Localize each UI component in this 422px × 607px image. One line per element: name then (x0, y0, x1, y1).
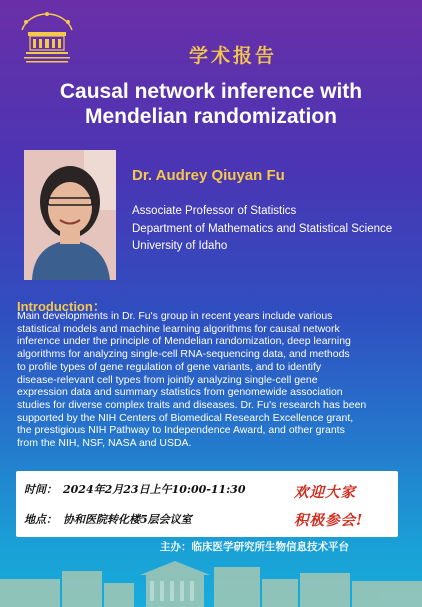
event-place-label: 地点： (24, 513, 57, 526)
introduction-line: algorithms for analyzing single-cell RNA-sequencing data, and methods (17, 348, 350, 361)
event-time (24, 481, 246, 497)
speaker-portrait-icon (24, 150, 116, 280)
event-info-box (16, 471, 398, 537)
talk-title-line-1: Causal network inference with (59, 80, 363, 103)
introduction-line: disease-relevant cell types from jointly analyzing single-cell gene (17, 373, 318, 386)
event-place-value: 协和医院转化楼5层会议室 (63, 513, 192, 526)
event-time-value: 2024年2月23日上午10:00-11:30 (63, 483, 246, 496)
introduction-line: from the NIH, NSF, NASA and USDA. (17, 437, 192, 450)
introduction-line: to profile types of gene regulation of gene variants, and to identify (17, 360, 322, 373)
hospital-seal-icon (14, 8, 80, 68)
talk-title (10, 79, 412, 129)
seminar-title: 学术报告 (189, 45, 278, 67)
introduction-line: studies for diverse complex traits and diseases. Dr. Fu's research has been (17, 398, 367, 411)
introduction-line: supported by the NIH Centers of Biomedical Research Excellence grant, (17, 411, 354, 424)
introduction-line: expression data and summary statistics from genomewide association (17, 386, 343, 399)
introduction-line: Main developments in Dr. Fu's group in recent years include various (17, 310, 333, 322)
introduction-line: the prestigious NIH Pathway to Independence Award, and other grants (17, 424, 345, 437)
speaker-department: Department of Mathematics and Statistical Science (132, 223, 393, 235)
building-skyline-icon (0, 549, 422, 607)
slogan-line-1: 欢迎大家 (294, 484, 356, 501)
introduction-line: statistical models and machine learning algorithms for causal network (17, 322, 340, 335)
talk-title-line-2: Mendelian randomization (84, 105, 338, 128)
speaker-university: University of Idaho (132, 240, 228, 252)
speaker-position: Associate Professor of Statistics (132, 205, 297, 217)
introduction-heading: Introduction： (17, 299, 106, 314)
event-place (24, 511, 192, 527)
introduction-line: inference under the principle of Mendelian randomization, deep learning (17, 335, 351, 348)
speaker-name: Dr. Audrey Qiuyan Fu (132, 167, 285, 184)
slogan-line-2: 积极参会! (294, 512, 364, 529)
introduction-body (17, 310, 412, 450)
host-organizer: 主办：临床医学研究所生物信息技术平台 (160, 541, 349, 553)
event-time-label: 时间： (24, 483, 57, 496)
